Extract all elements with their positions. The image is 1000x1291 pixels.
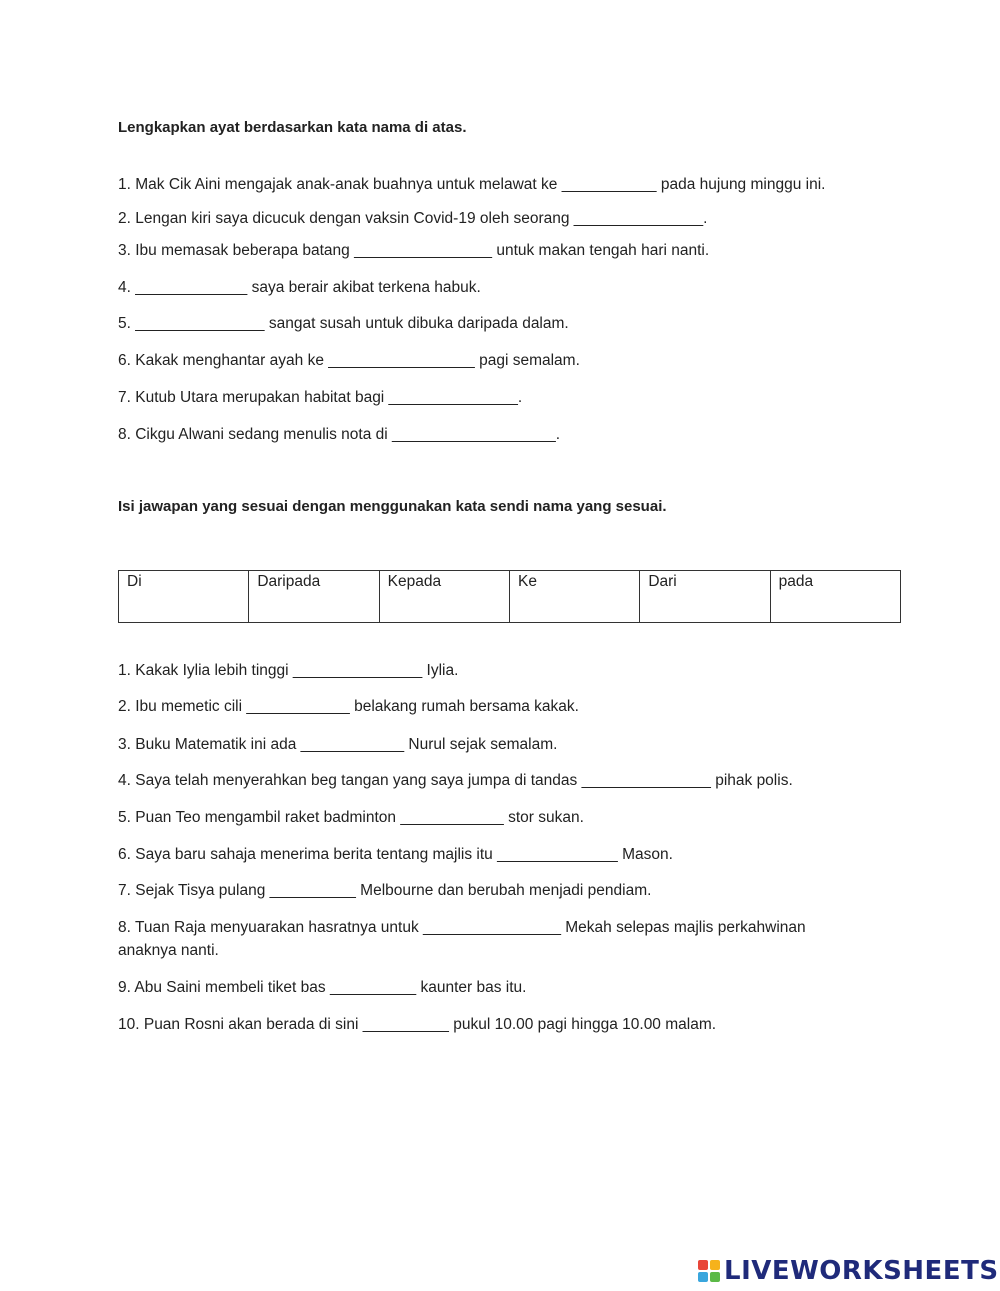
- word-bank-cell: pada: [770, 571, 900, 623]
- word-bank-cell: Ke: [509, 571, 639, 623]
- logo-block: [710, 1260, 720, 1270]
- section1-item-3: 3. Ibu memasak beberapa batang ________________ untuk makan tengah hari nanti.: [118, 242, 710, 259]
- logo-text: LIVEWORKSHEETS: [724, 1256, 999, 1286]
- section2-item-6: 6. Saya baru sahaja menerima berita tentang majlis itu ______________ Mason.: [118, 846, 673, 863]
- section2-item-10: 10. Puan Rosni akan berada di sini __________ pukul 10.00 pagi hingga 10.00 malam.: [118, 1016, 717, 1033]
- section2-item-8: 8. Tuan Raja menyuarakan hasratnya untuk ________________ Mekah selepas majlis perkahwinan anaknya nanti.: [118, 919, 806, 959]
- logo-blocks-icon: [698, 1260, 720, 1282]
- word-bank-cell: Di: [119, 571, 249, 623]
- word-bank-cell: Dari: [640, 571, 770, 623]
- section1-item-6: 6. Kakak menghantar ayah ke _________________ pagi semalam.: [118, 352, 580, 369]
- section2-heading: Isi jawapan yang sesuai dengan menggunakan kata sendi nama yang sesuai.: [118, 498, 667, 515]
- logo-block: [698, 1260, 708, 1270]
- word-bank-cell: Daripada: [249, 571, 379, 623]
- section2-item-2: 2. Ibu memetic cili ____________ belakang rumah bersama kakak.: [118, 698, 579, 715]
- logo-block: [710, 1272, 720, 1282]
- section1-item-8: 8. Cikgu Alwani sedang menulis nota di ___________________.: [118, 426, 561, 443]
- liveworksheets-logo: [698, 1254, 999, 1288]
- section1-item-2: 2. Lengan kiri saya dicucuk dengan vaksin Covid-19 oleh seorang _______________.: [118, 210, 708, 227]
- section1-item-5: 5. _______________ sangat susah untuk dibuka daripada dalam.: [118, 315, 569, 332]
- section2-item-3: 3. Buku Matematik ini ada ____________ Nurul sejak semalam.: [118, 736, 558, 753]
- section2-item-7: 7. Sejak Tisya pulang __________ Melbourne dan berubah menjadi pendiam.: [118, 882, 652, 899]
- section2-item-5: 5. Puan Teo mengambil raket badminton ____________ stor sukan.: [118, 809, 584, 826]
- section1-item-7: 7. Kutub Utara merupakan habitat bagi _______________.: [118, 389, 523, 406]
- section2-item-4: 4. Saya telah menyerahkan beg tangan yang saya jumpa di tandas _______________ pihak polis.: [118, 772, 793, 789]
- section1-item-1: 1. Mak Cik Aini mengajak anak-anak buahnya untuk melawat ke ___________ pada hujung minggu ini.: [118, 176, 826, 193]
- word-bank-cell: Kepada: [379, 571, 509, 623]
- section1-heading: Lengkapkan ayat berdasarkan kata nama di atas.: [118, 119, 467, 136]
- section2-item-1: 1. Kakak Iylia lebih tinggi _______________ Iylia.: [118, 662, 459, 679]
- section1-item-4: 4. _____________ saya berair akibat terkena habuk.: [118, 279, 481, 296]
- section2-item-9: 9. Abu Saini membeli tiket bas __________ kaunter bas itu.: [118, 979, 527, 996]
- word-bank-table: [118, 570, 901, 623]
- logo-block: [698, 1272, 708, 1282]
